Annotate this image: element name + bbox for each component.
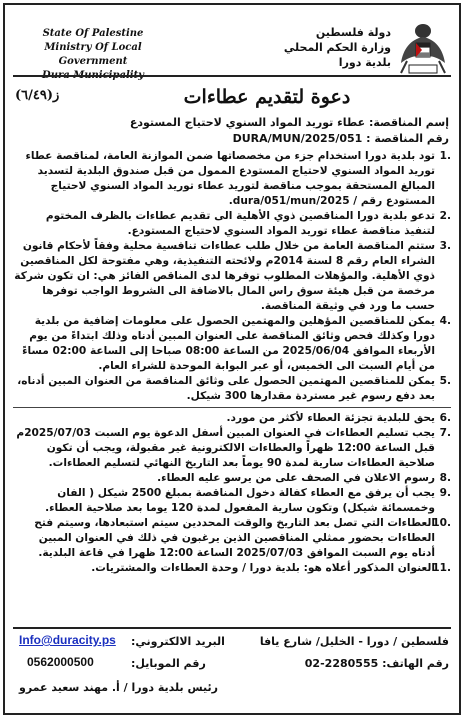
clause-text: يمكن للمناقصين المؤهلين والمهتمين الحصول على معلومات إضافية من بلدية دورا وكذلك فحص وثائق المناقصة على العنوان المبين أدناه وذلك ابتداءً من يوم الأربعاء الموافق 2025/06/04 من الساعة 08:00 صباحا إلى الساعة 02:00 مساءً من أيام السبت الى الخميس، أو عبر البوابة الموحدة للشراء العام.	[22, 315, 435, 372]
contact-footer	[13, 627, 451, 713]
palestine-emblem-icon	[397, 17, 449, 79]
phone-number: رقم الهاتف: 2280555-02	[304, 657, 449, 670]
tender-meta	[19, 115, 449, 147]
clause-item	[13, 426, 451, 471]
clause-text: يجب تسليم العطاءات في العنوان المبين أسفل الدعوة يوم السبت 2025/07/03م قبل الساعة 12:00 ظهراً والعطاءات الالكترونية غير مقبولة، ويجب أن تكون صلاحية العطاءات سارية لمدة 90 يوماً بعد التاريخ النهائي لتسليم العطاءات.	[16, 427, 435, 469]
clause-text: ستتم المناقصة العامة من خلال طلب عطاءات تنافسية محلية وفقاً لأحكام قانون الشراء العام رقم 8 لسنة 2014م ولائحته التنفيذية، وهي مفتوحة لكل المناقصين ذوي الأهلية. والمؤهلات المطلوب توفرها لدى المناقص الفائز هي: ان تكون شركة مرخصة من قبل هيئة سوق راس المال بالاضافة الى الشروط الواجب توفرها حسب ما ورد في وثيقة المناقصة.	[14, 240, 435, 312]
document-title: دعوة لتقديم عطاءات	[183, 86, 351, 108]
tender-clauses	[13, 149, 451, 576]
tender-number-value: DURA/MUN/2025/051	[232, 132, 363, 145]
clause-text: رسوم الاعلان في الصحف على من يرسو عليه العطاء.	[157, 472, 435, 484]
ministry-name-en: Ministry Of Local Government	[44, 42, 142, 67]
municipality-name-ar: بلدية دورا	[338, 56, 391, 69]
clause-item	[13, 411, 451, 426]
title-row	[5, 83, 459, 113]
clause-number: .10	[432, 517, 451, 529]
mobile-label: رقم الموبايل:	[131, 657, 206, 670]
clause-number: .8	[439, 472, 451, 484]
clause-item	[13, 149, 451, 209]
clause-number: .11	[432, 562, 451, 574]
clause-item	[13, 314, 451, 374]
clause-item	[13, 561, 451, 576]
tender-name: إسم المناقصة: عطاء توريد المواد السنوي لاحتياج المستودع	[129, 116, 449, 129]
clause-item	[13, 239, 451, 314]
clause-text: يمكن للمناقصين المهتمين الحصول على وثائق المناقصة من العنوان المبين أدناه، بعد دفع رسوم غير مستردة مقدارها 300 شيكل.	[17, 375, 435, 402]
clause-number: .3	[439, 240, 451, 252]
clause-text: العطاءات التي تصل بعد التاريخ والوقت المحددين سيتم استبعادها، وسيتم فتح العطاءات بحضور ممثلي المناقصين الذين يرغبون في ذلك في العنوان المبين أدناه يوم السبت الموافق 2025/07/03 الساعة 12:00 ظهرا في قاعة البلدية.	[34, 517, 435, 559]
clause-item	[13, 516, 451, 561]
tender-number-label: رقم المناقصة :	[366, 132, 449, 145]
clause-text: يجب أن يرفق مع العطاء كفالة دخول المناقصة بمبلغ 2500 شيكل ( الفان وخمسمائة شيكل) وتكون سارية المفعول لمدة 120 يوما بعد صلاحية العطاء.	[45, 487, 435, 514]
email-link[interactable]: Info@duracity.ps	[19, 633, 116, 647]
clause-number: .7	[439, 427, 451, 439]
clause-number: .4	[439, 315, 451, 327]
clause-divider	[13, 407, 451, 408]
header-divider	[13, 75, 451, 77]
state-name-ar: دولة فلسطين	[315, 26, 391, 39]
clause-item	[13, 486, 451, 516]
clause-item	[13, 209, 451, 239]
mobile-number: 0562000500	[27, 655, 94, 669]
address: فلسطين / دورا - الخليل/ شارع يافا	[259, 635, 449, 648]
tender-notice-page	[3, 3, 461, 715]
clause-number: .5	[439, 375, 451, 387]
ad-number: ز(٦/٤٩)	[15, 88, 60, 103]
clause-number: .9	[439, 487, 451, 499]
letterhead	[5, 5, 459, 85]
clause-text: تدعو بلدية دورا المناقصين ذوي الأهلية الى تقديم عطاءات بالظرف المختوم لتنفيذ مناقصة عطاء توريد المواد السنوي لاحتياج المستودع.	[45, 210, 435, 237]
state-name-en: State Of Palestine	[42, 28, 144, 39]
ministry-name-ar: وزارة الحكم المحلي	[283, 41, 391, 54]
clause-number: .6	[439, 412, 451, 424]
signature-line: رئيس بلدية دورا / أ. مهند سعيد عمرو	[19, 681, 218, 694]
clause-text: يحق للبلدية تجزئة العطاء لأكثر من مورد.	[226, 412, 435, 424]
clause-text: العنوان المذكور أعلاه هو: بلدية دورا / وحدة العطاءات والمشتريات.	[91, 562, 435, 574]
tender-number-line	[19, 131, 449, 147]
email-label: البريد الالكتروني:	[131, 635, 225, 648]
clause-number: .2	[439, 210, 451, 222]
footer-divider	[13, 627, 451, 629]
clause-text: تود بلدية دورا استخدام جزء من مخصصاتها ضمن الموازنة العامة، لمناقصة عطاء توريد المواد السنوي لاحتياج المستودع الممول من قبل صندوق البلدية لتسديد المبالغ المستحقة بموجب مناقصة لتوريد عطاء توريد المواد السنوي لاحتياج المستودع رقم / dura/051/mun/2025.	[25, 150, 435, 207]
letterhead-arabic	[281, 25, 391, 70]
clause-item	[13, 374, 451, 404]
clause-number: .1	[439, 150, 451, 162]
clause-item	[13, 471, 451, 486]
